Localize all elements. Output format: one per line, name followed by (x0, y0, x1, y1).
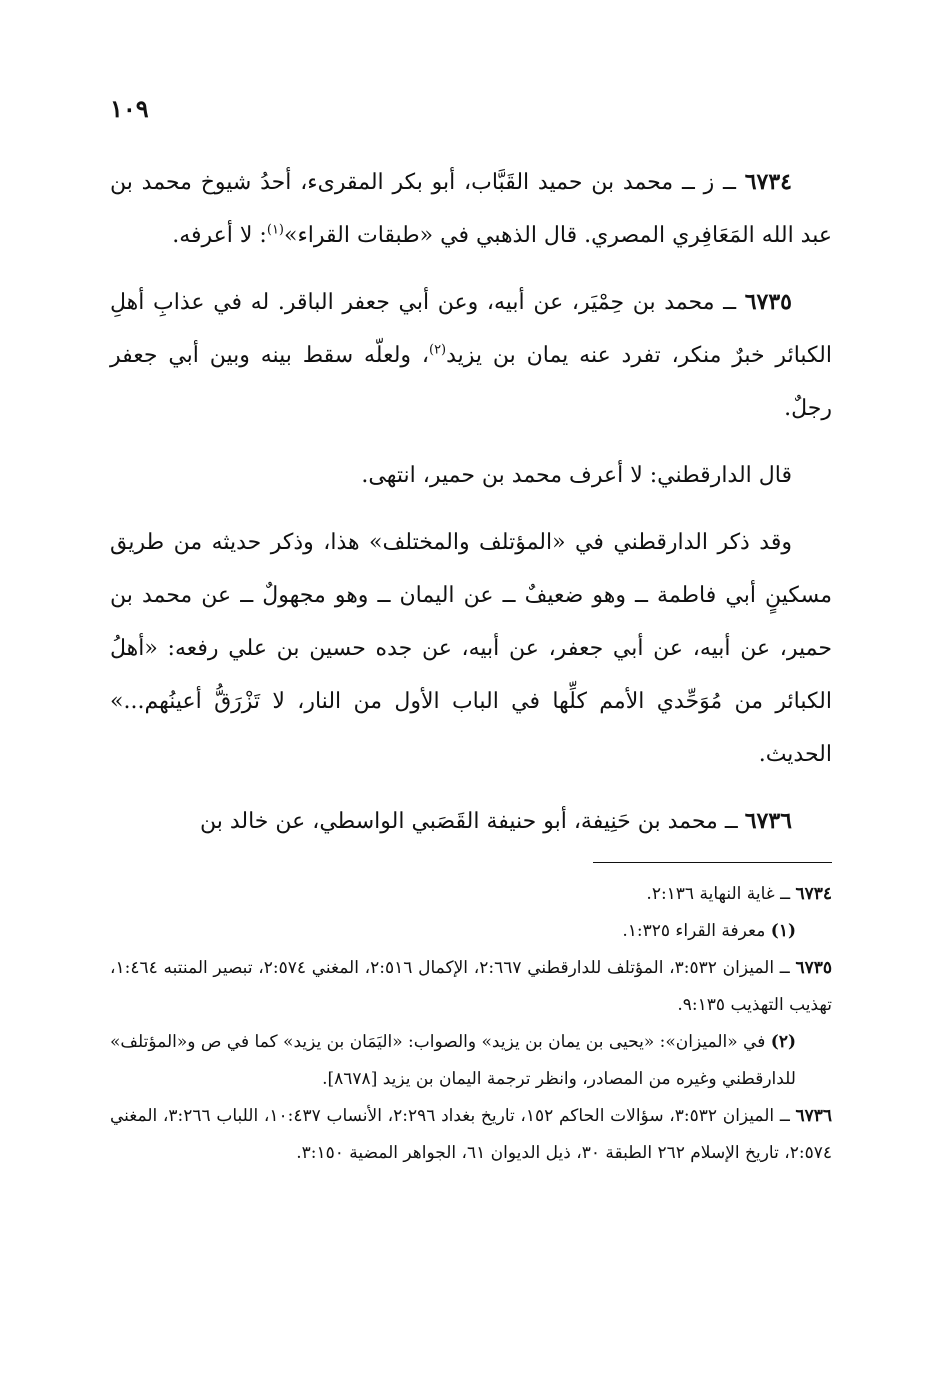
entry-text: ــ محمد بن حَنِيفة، أبو حنيفة القَصَبي الواسطي، عن خالد بن (199, 809, 738, 834)
entry-tail: : لا أعرفه. (172, 223, 267, 248)
footnote-number: (١) (770, 921, 796, 941)
footnote-source (110, 1098, 832, 1172)
entry-6736 (110, 795, 832, 848)
daraqutni-quote: قال الدارقطني: لا أعرف محمد بن حمير، انتهى. (361, 463, 792, 488)
footnote-text: معرفة القراء ١:٣٢٥. (622, 921, 766, 941)
entry-tail: ، ولعلّه سقط بينه وبين أبي جعفر رجلٌ. (110, 343, 832, 421)
footnote-ref: (١) (266, 222, 284, 238)
footnote-divider (593, 862, 832, 863)
footnote-ref: (٢) (428, 342, 447, 358)
footnote-text: ــ غاية النهاية ٢:١٣٦. (646, 884, 791, 904)
footnotes (110, 876, 832, 1172)
entry-text: ــ ز ــ محمد بن حميد القَبَّاب، أبو بكر المقرىء، أحدُ شيوخ محمد بن عبد الله المَعَافِري المصري. قال الذهبي في «طبقات القراء» (110, 170, 832, 248)
entry-text: ــ محمد بن حِمْيَر، عن أبيه، وعن أبي جعفر الباقر. له في عذابِ أهلِ الكبائر خبرٌ منكر، تفرد عنه يمان بن يزيد (110, 290, 833, 368)
mutalif-paragraph: وقد ذكر الدارقطني في «المؤتلف والمختلف» هذا، وذكر حديثه من طريق مسكينٍ أبي فاطمة ــ وهو ضعيفٌ ــ عن اليمان ــ وهو مجهولٌ ــ عن محمد بن حمير، عن أبيه، عن أبي جعفر، عن أبيه، عن جده حسين بن علي رفعه: «أهلُ الكبائر من مُوَحِّدي الأمم كلِّها في الباب الأول من النار، لا تَزْرَقُّ أعينُهم...» الحديث. (110, 530, 832, 767)
footnote-text: ــ الميزان ٣:٥٣٢، المؤتلف للدارقطني ٢:٦٦٧، الإكمال ٢:٥١٦، المغني ٢:٥٧٤، تبصير المنتبه ١:٤٦٤، تهذيب التهذيب ٩:١٣٥. (110, 958, 832, 1015)
footnote-source (110, 876, 832, 913)
footnote-source (110, 950, 832, 1024)
main-text (110, 156, 832, 862)
footnote-note (110, 913, 832, 950)
footnote-number: ٦٧٣٥ (795, 958, 832, 978)
footnote-text: ــ الميزان ٣:٥٣٢، سؤالات الحاكم ١٥٢، تاريخ بغداد ٢:٢٩٦، الأنساب ١٠:٤٣٧، اللباب ٣:٢٦٦، المغني ٢:٥٧٤، تاريخ الإسلام ٢٦٢ الطبقة ٣٠، ذيل الديوان ٦١، الجواهر المضية ٣:١٥٠. (110, 1106, 832, 1163)
page-number: ١٠٩ (110, 94, 149, 123)
entry-number: ٦٧٣٦ (744, 808, 792, 834)
footnote-note (110, 1024, 832, 1098)
footnote-number: ٦٧٣٦ (795, 1106, 833, 1126)
entry-6735 (110, 276, 832, 435)
entry-number: ٦٧٣٥ (744, 289, 792, 315)
entry-6734 (110, 156, 832, 262)
footnote-text: في «الميزان»: «يحيى بن يمان بن يزيد» والصواب: «اليَمَان بن يزيد» كما في ص و«المؤتلف» للدارقطني وغيره من المصادر، وانظر ترجمة اليمان بن يزيد [٨٦٧٨]. (110, 1032, 796, 1089)
footnote-number: ٦٧٣٤ (795, 884, 832, 904)
footnote-number: (٢) (770, 1032, 796, 1052)
entry-number: ٦٧٣٤ (744, 169, 792, 195)
